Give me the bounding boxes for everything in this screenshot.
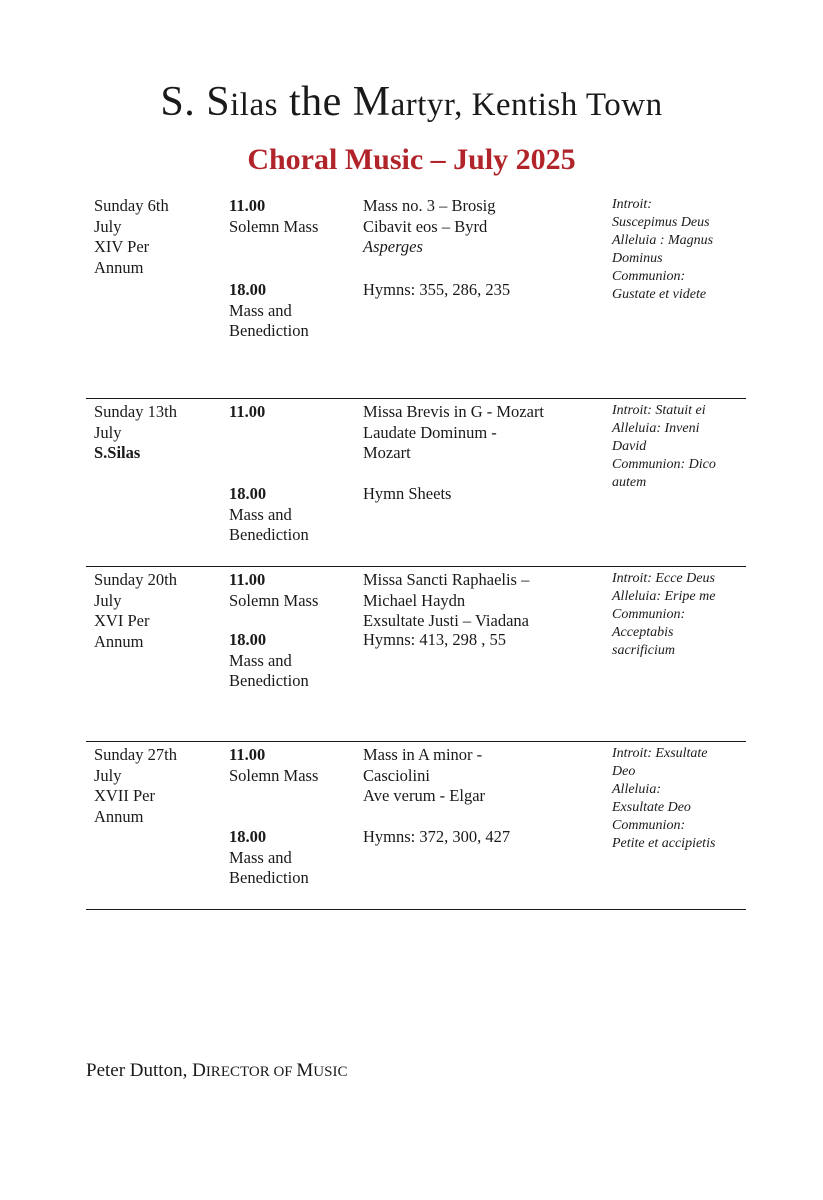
hymns: Hymns: 355, 286, 235 [363, 280, 511, 299]
service-name: Solemn Mass [229, 765, 319, 785]
hymns: Hymn Sheets [363, 484, 452, 503]
row-divider [86, 909, 746, 910]
proper-line: Communion: [612, 269, 686, 284]
service-time: 11.00 [229, 196, 266, 215]
text-fragment: USIC [313, 1064, 348, 1080]
service-time: 18.00 [229, 827, 267, 846]
proper-line: Introit: Exsultate [612, 746, 708, 761]
date-line: July [94, 216, 122, 236]
proper-line: Acceptabis [612, 625, 674, 640]
service-name: Mass and [229, 504, 292, 524]
morning-service [229, 570, 359, 611]
propers [612, 570, 752, 660]
row-divider [86, 398, 746, 399]
service-times [229, 745, 359, 887]
page-title [0, 78, 823, 126]
service-name: Benediction [229, 321, 309, 340]
music-item: Missa Sancti Raphaelis – [363, 570, 530, 589]
music-item: Mass no. 3 – Brosig [363, 196, 496, 215]
date-line: Sunday 27th [94, 745, 177, 764]
music-list [363, 745, 603, 846]
service-name: Benediction [229, 868, 309, 887]
service-name: Benediction [229, 671, 309, 690]
text-fragment: entish T [495, 87, 605, 123]
music-item: Mozart [363, 443, 411, 462]
service-times [229, 402, 359, 544]
music-list [363, 402, 603, 503]
proper-line: Gustate et videte [612, 287, 707, 302]
proper-line: Alleluia: [612, 782, 661, 797]
text-fragment: own [604, 87, 663, 123]
evening-service [229, 630, 309, 692]
service-time: 11.00 [229, 402, 266, 421]
text-fragment: IRECTOR OF [205, 1064, 297, 1080]
evening-service [229, 484, 309, 546]
week-date [94, 402, 219, 464]
music-item: Exsultate Justi – Viadana [363, 611, 529, 630]
week-row [86, 570, 746, 741]
text-fragment: the M [277, 79, 391, 125]
music-item: Missa Brevis in G - Mozart [363, 402, 545, 421]
service-name: Benediction [229, 525, 309, 544]
date-line: July [94, 422, 122, 442]
music-item: Casciolini [363, 765, 430, 785]
proper-line: Alleluia: Eripe me [612, 589, 716, 604]
date-line: Annum [94, 257, 144, 277]
propers [612, 402, 752, 492]
proper-line: Communion: Dico [612, 457, 716, 472]
date-line: XVII Per [94, 786, 155, 805]
service-name: Solemn Mass [229, 590, 319, 610]
music-item: Cibavit eos – Byrd [363, 216, 488, 236]
music-item: Mass in A minor - [363, 745, 483, 764]
proper-line: Deo [612, 764, 636, 779]
week-row [86, 196, 746, 398]
morning-service [229, 402, 359, 423]
date-line: Sunday 6th [94, 196, 169, 215]
row-divider [86, 566, 746, 567]
date-line: Sunday 13th [94, 402, 177, 421]
week-row [86, 402, 746, 566]
proper-line: autem [612, 475, 647, 490]
date-line: July [94, 590, 122, 610]
proper-line: David [612, 439, 647, 454]
service-time: 11.00 [229, 745, 266, 764]
music-item: Michael Haydn [363, 590, 466, 610]
morning-service [229, 196, 359, 237]
week-date [94, 570, 219, 652]
date-line: XIV Per [94, 237, 150, 256]
feast-name: S.Silas [94, 443, 141, 462]
service-name: Mass and [229, 847, 292, 867]
service-time: 18.00 [229, 484, 267, 503]
week-date [94, 196, 219, 278]
hymns: Hymns: 413, 298 , 55 [363, 630, 507, 649]
music-list [363, 196, 603, 299]
proper-line: Introit: [612, 197, 652, 212]
evening-service [229, 827, 309, 889]
proper-line: Suscepimus Deus [612, 215, 710, 230]
service-time: 11.00 [229, 570, 266, 589]
service-times [229, 570, 359, 690]
service-times [229, 196, 359, 340]
director-name: Peter Dutton [86, 1060, 183, 1081]
date-line: July [94, 765, 122, 785]
text-fragment: , D [182, 1060, 206, 1081]
text-fragment: S. S [160, 79, 231, 125]
director-role [183, 1060, 348, 1081]
row-divider [86, 741, 746, 742]
date-line: Sunday 20th [94, 570, 177, 589]
proper-line: Dominus [612, 251, 663, 266]
service-name: Solemn Mass [229, 216, 319, 236]
proper-line: Petite et accipietis [612, 836, 716, 851]
text-fragment: artyr, K [390, 87, 496, 123]
date-line: XVI Per [94, 611, 150, 630]
evening-service [229, 280, 309, 342]
proper-line: Alleluia : Magnus [612, 233, 714, 248]
proper-line: Alleluia: Inveni [612, 421, 700, 436]
page-subtitle: Choral Music – July 2025 [247, 143, 576, 176]
director-signoff [86, 1060, 347, 1082]
text-fragment: M [296, 1060, 314, 1081]
music-list [363, 570, 603, 649]
morning-service [229, 745, 359, 786]
week-date [94, 745, 219, 827]
proper-line: Communion: [612, 818, 686, 833]
text-fragment: ilas [230, 87, 278, 123]
proper-line: sacrificium [612, 643, 675, 658]
music-item: Ave verum - Elgar [363, 786, 486, 805]
date-line: Annum [94, 631, 144, 651]
proper-line: Exsultate Deo [612, 800, 691, 815]
music-item: Asperges [363, 237, 423, 256]
service-time: 18.00 [229, 630, 267, 649]
hymns: Hymns: 372, 300, 427 [363, 827, 511, 846]
proper-line: Introit: Ecce Deus [612, 571, 715, 586]
propers [612, 196, 752, 304]
music-item: Laudate Dominum - [363, 422, 497, 442]
service-name: Mass and [229, 650, 292, 670]
date-line: Annum [94, 806, 144, 826]
proper-line: Introit: Statuit ei [612, 403, 706, 418]
propers [612, 745, 752, 853]
service-name: Mass and [229, 300, 292, 320]
service-time: 18.00 [229, 280, 267, 299]
week-row [86, 745, 746, 909]
proper-line: Communion: [612, 607, 686, 622]
